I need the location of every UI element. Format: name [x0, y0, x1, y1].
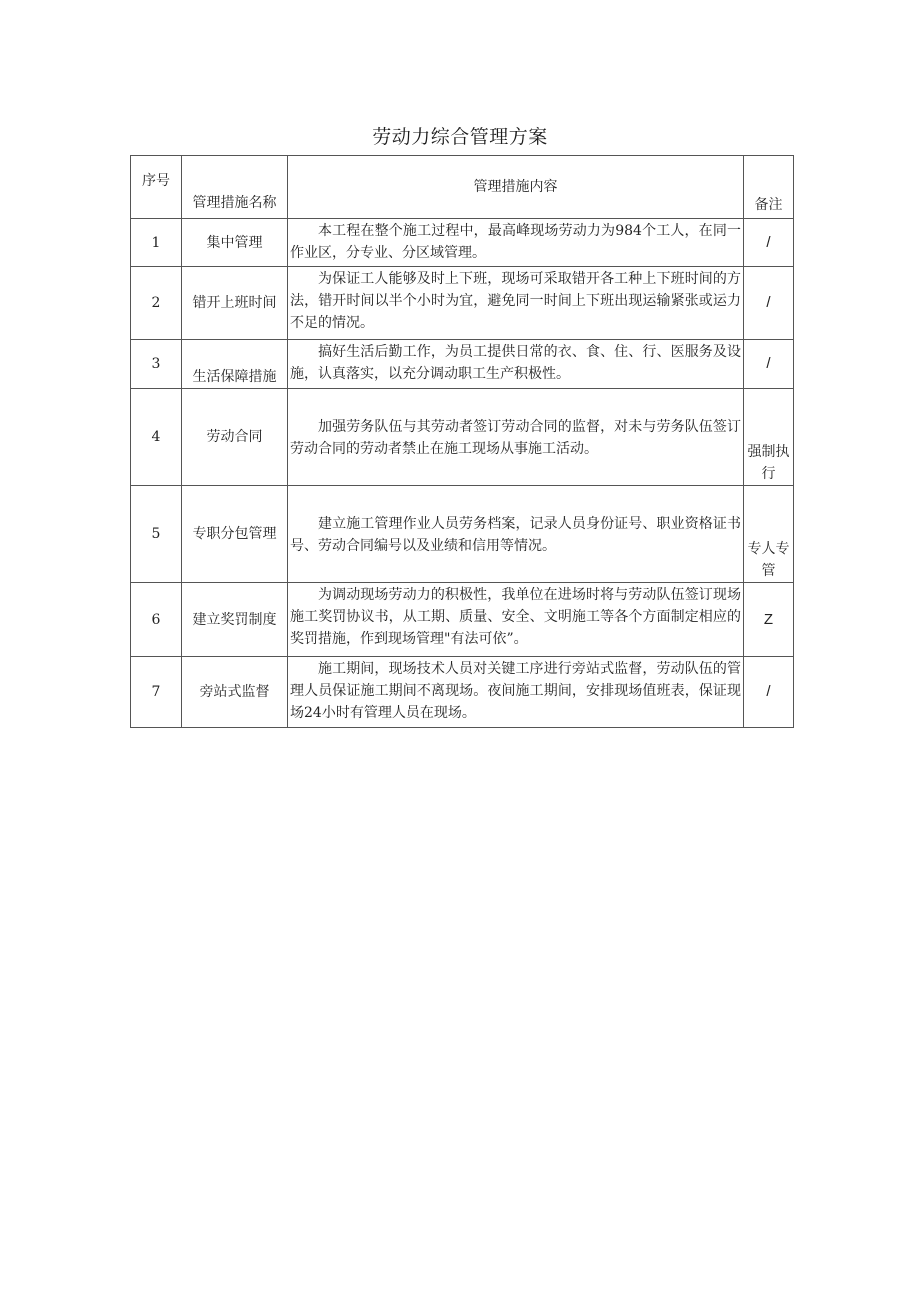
row-remark — [744, 267, 794, 340]
row-content-text: 搞好生活后勤工作，为员工提供日常的衣、食、住、行、医服务及设施，认真落实，以充分调动职工生产积极性。 — [290, 344, 741, 382]
row-measure-content — [288, 219, 744, 267]
row-measure-name: 生活保障措施 — [182, 340, 288, 389]
row-measure-content — [288, 486, 744, 583]
row-measure-name: 错开上班时间 — [182, 267, 288, 340]
row-measure-name: 旁站式监督 — [182, 657, 288, 728]
row-measure-content — [288, 340, 744, 389]
row-remark: 强制执行 — [744, 389, 794, 486]
row-measure-name: 建立奖罚制度 — [182, 583, 288, 657]
management-table — [130, 155, 794, 728]
row-remark — [744, 657, 794, 728]
table-row — [131, 389, 794, 486]
row-content-text: 建立施工管理作业人员劳务档案，记录人员身份证号、职业资格证书号、劳动合同编号以及业绩和信用等情况。 — [290, 515, 741, 554]
row-remark — [744, 340, 794, 389]
header-remark: 备注 — [744, 156, 794, 219]
row-content-text: 为调动现场劳动力的积极性，我单位在进场时将与劳动队伍签订现场施工奖罚协议书，从工期、质量、安全、文明施工等各个方面制定相应的奖罚措施，作到现场管理"有法可依”。 — [290, 587, 741, 647]
row-remark-text: / — [766, 355, 771, 372]
row-remark — [744, 583, 794, 657]
row-number: 6 — [131, 583, 182, 657]
table-row — [131, 583, 794, 657]
row-number: 4 — [131, 389, 182, 486]
row-content-text: 本工程在整个施工过程中，最高峰现场劳动力为984个工人，在同一作业区，分专业、分区域管理。 — [290, 223, 741, 261]
row-measure-name: 劳动合同 — [182, 389, 288, 486]
row-measure-name: 专职分包管理 — [182, 486, 288, 583]
row-number: 2 — [131, 267, 182, 340]
row-remark — [744, 219, 794, 267]
row-remark-text: / — [766, 294, 771, 311]
table-row — [131, 486, 794, 583]
table-row — [131, 657, 794, 728]
row-number: 5 — [131, 486, 182, 583]
row-measure-name: 集中管理 — [182, 219, 288, 267]
row-content-text: 为保证工人能够及时上下班，现场可采取错开各工种上下班时间的方法，错开时间以半个小时为宜，避免同一时间上下班出现运输紧张或运力不足的情况。 — [290, 271, 741, 331]
table-row — [131, 267, 794, 340]
document-title: 劳动力综合管理方案 — [372, 126, 548, 148]
table-row — [131, 340, 794, 389]
header-serial-number: 序号 — [131, 156, 182, 219]
row-remark-text: Z — [763, 610, 774, 628]
row-measure-content — [288, 657, 744, 728]
row-remark: 专人专管 — [744, 486, 794, 583]
row-measure-content — [288, 583, 744, 657]
row-measure-content — [288, 267, 744, 340]
table-header-row — [131, 156, 794, 219]
row-measure-content — [288, 389, 744, 486]
row-number: 1 — [131, 219, 182, 267]
header-measure-content: 管理措施内容 — [288, 156, 744, 219]
row-number: 3 — [131, 340, 182, 389]
row-content-text: 施工期间，现场技术人员对关键工序进行旁站式监督，劳动队伍的管理人员保证施工期间不离现场。夜间施工期间，安排现场值班表，保证现场24小时有管理人员在现场。 — [290, 661, 741, 721]
row-remark-text: / — [766, 683, 771, 700]
row-remark-text: / — [766, 233, 771, 251]
header-measure-name: 管理措施名称 — [182, 156, 288, 219]
row-content-text: 加强劳务队伍与其劳动者签订劳动合同的监督，对未与劳务队伍签订劳动合同的劳动者禁止在施工现场从事施工活动。 — [290, 418, 741, 457]
table-row — [131, 219, 794, 267]
row-number: 7 — [131, 657, 182, 728]
